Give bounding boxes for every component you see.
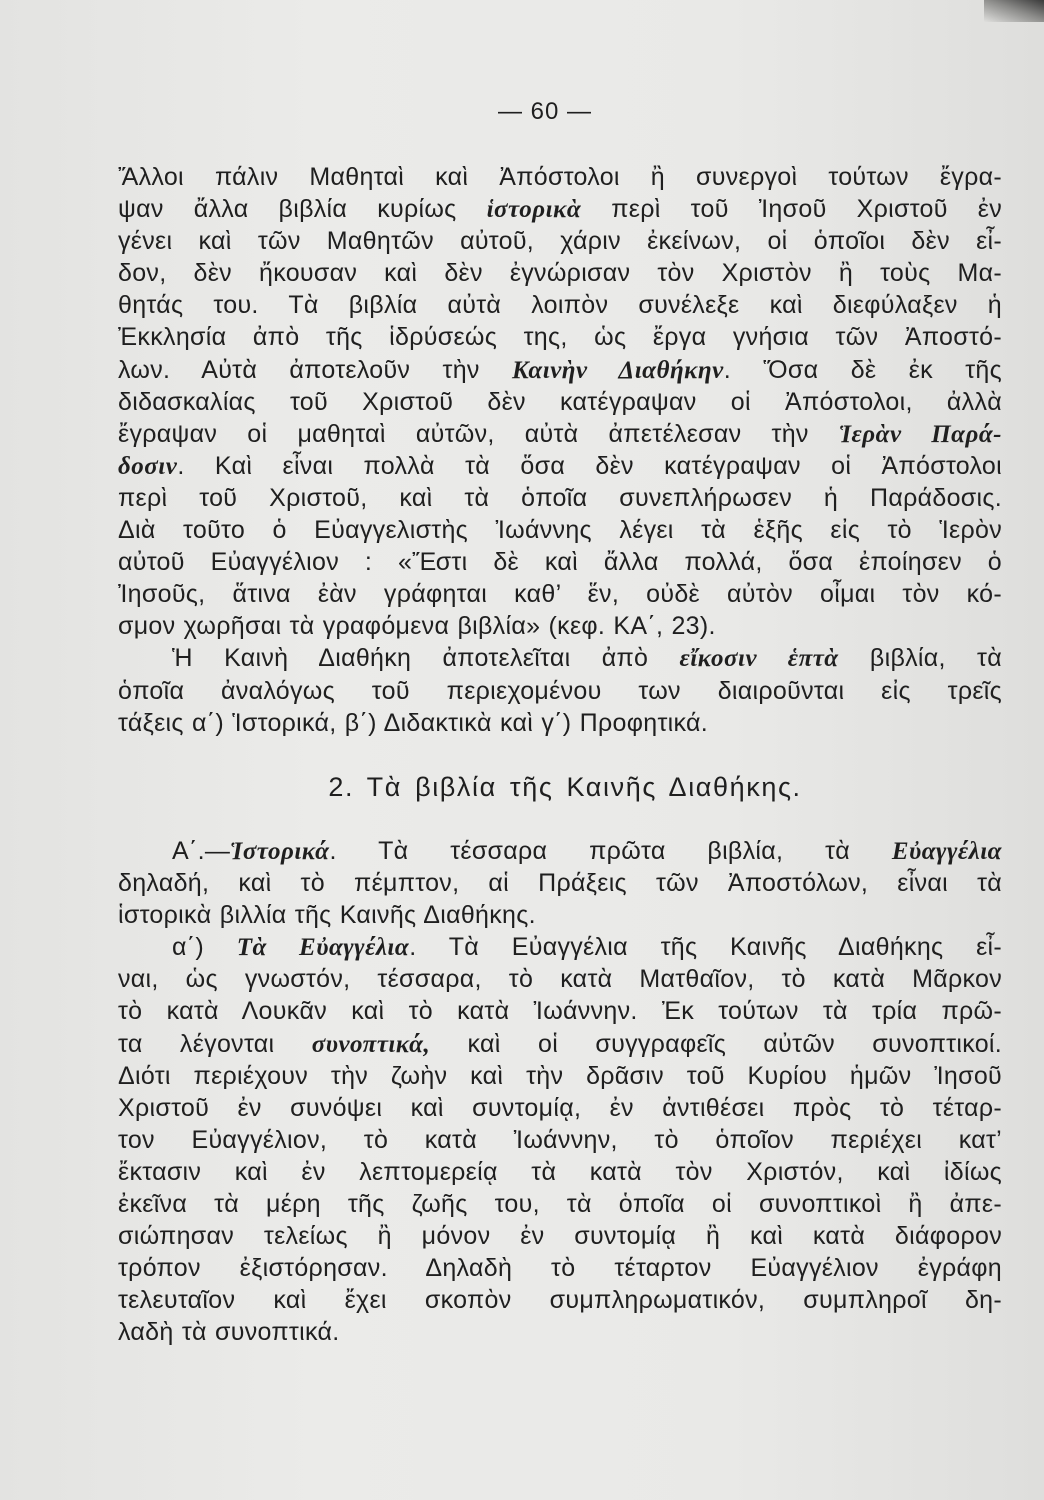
text-run: Ἡ Καινὴ Διαθήκη ἀποτελεῖται ἀπὸ bbox=[172, 644, 680, 673]
text-run: Χριστοῦ ἐν συνόψει καὶ συντομίᾳ, ἐν ἀντιθέσει πρὸς τὸ τέταρ- bbox=[118, 1093, 1002, 1122]
text-line bbox=[118, 321, 1002, 353]
text-line bbox=[118, 354, 1002, 386]
text-run: τα λέγονται bbox=[118, 1029, 312, 1058]
emphasized-term: Εὐαγγέλια bbox=[891, 837, 1002, 865]
text-line bbox=[118, 675, 1002, 707]
text-run: α΄) bbox=[172, 933, 237, 962]
text-line bbox=[118, 1124, 1002, 1156]
text-run: τελευταῖον καὶ ἔχει σκοπὸν συμπληρωματικόν, συμπληροῖ δη- bbox=[118, 1286, 1002, 1315]
emphasized-term: Τὰ Εὐαγγέλια bbox=[236, 934, 410, 962]
text-line bbox=[118, 450, 1002, 482]
text-line bbox=[118, 1060, 1002, 1092]
paragraph bbox=[118, 835, 1002, 931]
text-run: ἐκεῖνα τὰ μέρη τῆς ζωῆς του, τὰ ὁποῖα οἱ συνοπτικοὶ ἢ ἀπε- bbox=[118, 1190, 1002, 1218]
text-line bbox=[118, 161, 1002, 193]
text-run: δηλαδή, καὶ τὸ πέμπτον, αἱ Πράξεις τῶν Ἀποστόλων, εἶναι τὰ bbox=[118, 869, 1002, 898]
text-line bbox=[118, 867, 1002, 899]
text-run: τον Εὐαγγέλιον, τὸ κατὰ Ἰωάννην, τὸ ὁποῖον περιέχει κατ’ bbox=[118, 1125, 1002, 1154]
emphasized-term: Καινὴν Διαθήκην bbox=[512, 356, 724, 384]
text-run: Ἄλλοι πάλιν Μαθηταὶ καὶ Ἀπόστολοι ἢ συνεργοὶ τούτων ἔγρα- bbox=[118, 163, 1002, 191]
text-run: τρόπον ἐξιστόρησαν. Δηλαδὴ τὸ τέταρτον Εὐαγγέλιον ἐγράφη bbox=[118, 1254, 1002, 1283]
text-run: θητάς του. Τὰ βιβλία αὐτὰ λοιπὸν συνέλεξε καὶ διεφύλαξεν ἡ bbox=[118, 291, 1002, 320]
text-line bbox=[118, 1252, 1002, 1284]
section-heading: 2. Τὰ βιβλία τῆς Καινῆς Διαθήκης. bbox=[328, 771, 802, 802]
text-line bbox=[118, 1284, 1002, 1316]
emphasized-term: εἴκοσιν ἑπτὰ bbox=[679, 645, 839, 673]
text-run: . Τὰ τέσσαρα πρῶτα βιβλία, τὰ bbox=[329, 836, 892, 865]
emphasized-term: ἱστορικὰ bbox=[486, 196, 582, 224]
emphasized-term: συνοπτικά, bbox=[311, 1030, 431, 1058]
text-line bbox=[118, 1156, 1002, 1188]
text-run: τάξεις α΄) Ἱστορικά, β΄) Διδακτικὰ καὶ γ΄) Προφητικά. bbox=[118, 708, 708, 737]
text-run: γένει καὶ τῶν Μαθητῶν αὐτοῦ, χάριν ἐκείνων, οἱ ὁποῖοι δὲν εἶ- bbox=[118, 227, 1002, 256]
text-run: ἔγραψαν οἱ μαθηταὶ αὐτῶν, αὐτὰ ἀπετέλεσαν τὴν bbox=[118, 419, 839, 448]
text-run: . Τὰ Εὐαγγέλια τῆς Καινῆς Διαθήκης εἶ- bbox=[409, 933, 1003, 962]
text-line bbox=[118, 1220, 1002, 1252]
text-run: . Ὅσα δὲ ἐκ τῆς bbox=[723, 355, 1002, 384]
text-run: καὶ οἱ συγγραφεῖς αὐτῶν συνοπτικοί. bbox=[430, 1029, 1003, 1058]
text-run: λων. Αὐτὰ ἀποτελοῦν τὴν bbox=[118, 355, 513, 384]
paragraph bbox=[118, 642, 1002, 738]
text-run: λαδὴ τὰ συνοπτικά. bbox=[118, 1318, 340, 1347]
text-line bbox=[118, 995, 1002, 1027]
text-line bbox=[118, 514, 1002, 546]
text-run: περὶ τοῦ Ἰησοῦ Χριστοῦ ἐν bbox=[581, 195, 1002, 224]
emphasized-term: δοσιν bbox=[118, 452, 178, 480]
text-line bbox=[118, 546, 1002, 578]
text-run: σιώπησαν τελείως ἢ μόνον ἐν συντομίᾳ ἢ καὶ κατὰ διάφορον bbox=[118, 1222, 1002, 1251]
emphasized-term: Ἱερὰν Παρά- bbox=[838, 420, 1003, 448]
text-line bbox=[118, 225, 1002, 257]
page-text-body bbox=[118, 161, 1002, 1348]
text-line bbox=[118, 257, 1002, 289]
text-run: σμον χωρῆσαι τὰ γραφόμενα βιβλία» (κεφ. ΚΑ΄, 23). bbox=[118, 612, 716, 641]
text-line bbox=[118, 707, 1002, 739]
text-line bbox=[118, 899, 1002, 931]
text-line bbox=[118, 610, 1002, 642]
text-line bbox=[118, 578, 1002, 610]
text-line bbox=[118, 1316, 1002, 1348]
text-line bbox=[118, 193, 1002, 225]
text-run: Διὰ τοῦτο ὁ Εὐαγγελιστὴς Ἰωάννης λέγει τὰ ἑξῆς εἰς τὸ Ἱερὸν bbox=[118, 516, 1002, 545]
text-run: Διότι περιέχουν τὴν ζωὴν καὶ τὴν δρᾶσιν τοῦ Κυρίου ἡμῶν Ἰησοῦ bbox=[118, 1061, 1002, 1090]
scan-corner-shadow bbox=[984, 0, 1044, 22]
emphasized-term: Ἱστορικά bbox=[230, 837, 330, 865]
text-run: ἔκτασιν καὶ ἐν λεπτομερείᾳ τὰ κατὰ τὸν Χριστόν, καὶ ἰδίως bbox=[118, 1157, 1002, 1186]
text-run: τὸ κατὰ Λουκᾶν καὶ τὸ κατὰ Ἰωάννην. Ἐκ τούτων τὰ τρία πρῶ- bbox=[118, 997, 1002, 1026]
text-run: δον, δὲν ἤκουσαν καὶ δὲν ἐγνώρισαν τὸν Χριστὸν ἢ τοὺς Μα- bbox=[118, 259, 1002, 288]
paragraph bbox=[118, 931, 1002, 1348]
text-line bbox=[118, 835, 1002, 867]
text-line bbox=[118, 1092, 1002, 1124]
text-run: ναι, ὡς γνωστόν, τέσσαρα, τὸ κατὰ Ματθαῖον, τὸ κατὰ Μᾶρκον bbox=[118, 965, 1002, 994]
paragraph bbox=[118, 161, 1002, 642]
text-run: ψαν ἄλλα βιβλία κυρίως bbox=[118, 195, 487, 224]
text-run: . Καὶ εἶναι πολλὰ τὰ ὅσα δὲν κατέγραψαν οἱ Ἀπόστολοι bbox=[177, 451, 1002, 480]
text-run: περὶ τοῦ Χριστοῦ, καὶ τὰ ὁποῖα συνεπλήρωσεν ἡ Παράδοσις. bbox=[118, 483, 1002, 512]
text-line bbox=[118, 963, 1002, 995]
page-number: — 60 — bbox=[497, 98, 593, 125]
text-line bbox=[118, 642, 1002, 674]
text-run: διδασκαλίας τοῦ Χριστοῦ δὲν κατέγραψαν οἱ Ἀπόστολοι, ἀλλὰ bbox=[118, 387, 1002, 416]
text-line bbox=[118, 386, 1002, 418]
text-run: ἱστορικὰ βιλλία τῆς Καινῆς Διαθήκης. bbox=[118, 901, 536, 930]
text-line bbox=[118, 482, 1002, 514]
text-run: αὐτοῦ Εὐαγγέλιον : «Ἔστι δὲ καὶ ἄλλα πολλά, ὅσα ἐποίησεν ὁ bbox=[118, 548, 1002, 577]
text-line bbox=[118, 418, 1002, 450]
text-run: Α΄.— bbox=[172, 836, 231, 865]
text-line bbox=[118, 289, 1002, 321]
text-line bbox=[118, 1188, 1002, 1220]
text-run: Ἰησοῦς, ἅτινα ἐὰν γράφηται καθ’ ἕν, οὐδὲ αὐτὸν οἶμαι τὸν κό- bbox=[118, 580, 1002, 609]
text-line bbox=[118, 1028, 1002, 1060]
text-run: βιβλία, τὰ bbox=[838, 644, 1002, 673]
text-line bbox=[118, 931, 1002, 963]
text-run: ὁποῖα ἀναλόγως τοῦ περιεχομένου των διαιροῦνται εἰς τρεῖς bbox=[118, 676, 1002, 705]
text-run: Ἐκκλησία ἀπὸ τῆς ἱδρύσεώς της, ὡς ἔργα γνήσια τῶν Ἀποστό- bbox=[118, 323, 1002, 352]
